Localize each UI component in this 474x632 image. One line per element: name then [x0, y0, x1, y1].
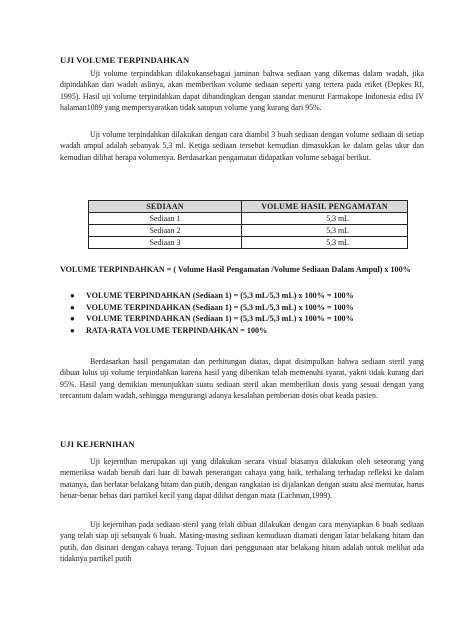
paragraph-conclusion: Berdasarkan hasil pengamatan dan perhitungan diatas, dapat disimpulkan bahwa sediaan steril yang dibuat lulus uji volume terpindahkan karena hasil yang diberikan telah memenuhi syarat, yakni tidak kurang dari 95%. Hasil yang demikian menunjukkan suatu sediaan steril akan memberikan dosis yang sesuai dengan yang tercantum dalam wadah, sehingga mengurangi adanya kesalahan pemberian dosis obat keada pasien. — [60, 357, 424, 400]
bullet-icon: ● — [70, 314, 75, 324]
list-item: ● RATA-RATA VOLUME TERPINDAHKAN = 100% — [70, 325, 268, 335]
bullet-icon: ● — [70, 291, 75, 300]
bullet-icon: ● — [70, 325, 75, 335]
paragraph-volume-intro: Uji volume terpindahkan dilakukansebagai jaminan bahwa sediaan yang dikemas dalam wadah, jika dipindahkan dari wadah aslinya, akan memberikan volume sediaan seperti yang tertera pada etiket (Depkes RI, 1995). Hasil uji volume terpindahkan dapat dibandingkan dengan standar menurut Farmakope Indonesia edisi IV halaman1089 yang mempersyaratkan tidak satupun volume yang kurang dari 95%. — [60, 69, 424, 112]
table-header-volume: VOLUME HASIL PENGAMATAN — [242, 201, 408, 213]
heading-uji-kejernihan: UJI KEJERNIHAN — [60, 439, 135, 449]
table-row — [89, 225, 408, 237]
calculation-list — [60, 290, 354, 336]
table-cell-volume: 5,3 mL — [242, 213, 408, 225]
table-cell-volume: 5,3 mL — [242, 225, 408, 237]
paragraph-kejernihan-method: Uji kejernihan pada sediaan steril yang telah dibuat dilakukan dengan cara menyiapkan 6 buah sediaan yang telah siap uji sebanyak 6 buah. Masing-masing sediaan kemudiaan diamati dengan latar belakang hitam dan putih, dan disinari dengan cahaya terang. Tujuan dari penggunaan atar belakang hitam adalah untuk melihat ada tidaknya partikel putih — [60, 520, 424, 563]
bullet-icon: ● — [70, 302, 75, 312]
table-cell-sediaan: Sediaan 1 — [89, 213, 242, 225]
formula-volume-terpindahkan: VOLUME TERPINDAHKAN = ( Volume Hasil Pengamatan /Volume Sediaan Dalam Ampul) x 100% — [60, 265, 411, 274]
list-item: ● VOLUME TERPINDAHKAN (Sediaan 1) = (5,3 mL/5,3 mL) x 100% = 100% — [70, 291, 354, 300]
list-item: ● VOLUME TERPINDAHKAN (Sediaan 1) = (5,3 mL/5,3 mL) x 100% = 100% — [70, 302, 354, 312]
table-cell-sediaan: Sediaan 3 — [89, 237, 242, 249]
paragraph-kejernihan-intro: Uji kejernihan merupakan uji yang dilakukan secara visual biasanya dilakukan oleh seseorang yang memeriksa wadah bersih dari luar di bawah penerangan cahaya yang baik, terhalang terhadap refleksi ke dalam matanya, dan berlatar belakang hitam dan putih, dengan rangkaian isi dijalankan dengan suatu aksi memutar, harus benar-benar bebas dari partikel kecil yang dapat dilihat dengan mata (Lachman,1999). — [60, 457, 424, 500]
table-row — [89, 237, 408, 249]
volume-table — [88, 200, 408, 249]
table-header-row — [89, 201, 408, 213]
heading-uji-volume-terpindahkan: UJI VOLUME TERPINDAHKAN — [60, 55, 190, 65]
table-cell-sediaan: Sediaan 2 — [89, 225, 242, 237]
list-item: ● VOLUME TERPINDAHKAN (Sediaan 1) = (5,3 mL/5,3 mL) x 100% = 100% — [70, 314, 354, 324]
table-header-sediaan: SEDIAAN — [89, 201, 242, 213]
table-row — [89, 213, 408, 225]
paragraph-volume-method: Uji volume terpindahkan dilakukan dengan cara diambil 3 buah sediaan dengan volume sediaan di setiap wadah ampul adalah sebanyak 5,3 ml. Ketiga sediaan tersebut kemudian dimasukkan ke dalam gelas ukur dan kemudian dilihat berapa volumenya. Berdasarkan pengamatan didapatkan volume sebagai berikut. — [60, 130, 424, 162]
table-cell-volume: 5,3 mL — [242, 237, 408, 249]
